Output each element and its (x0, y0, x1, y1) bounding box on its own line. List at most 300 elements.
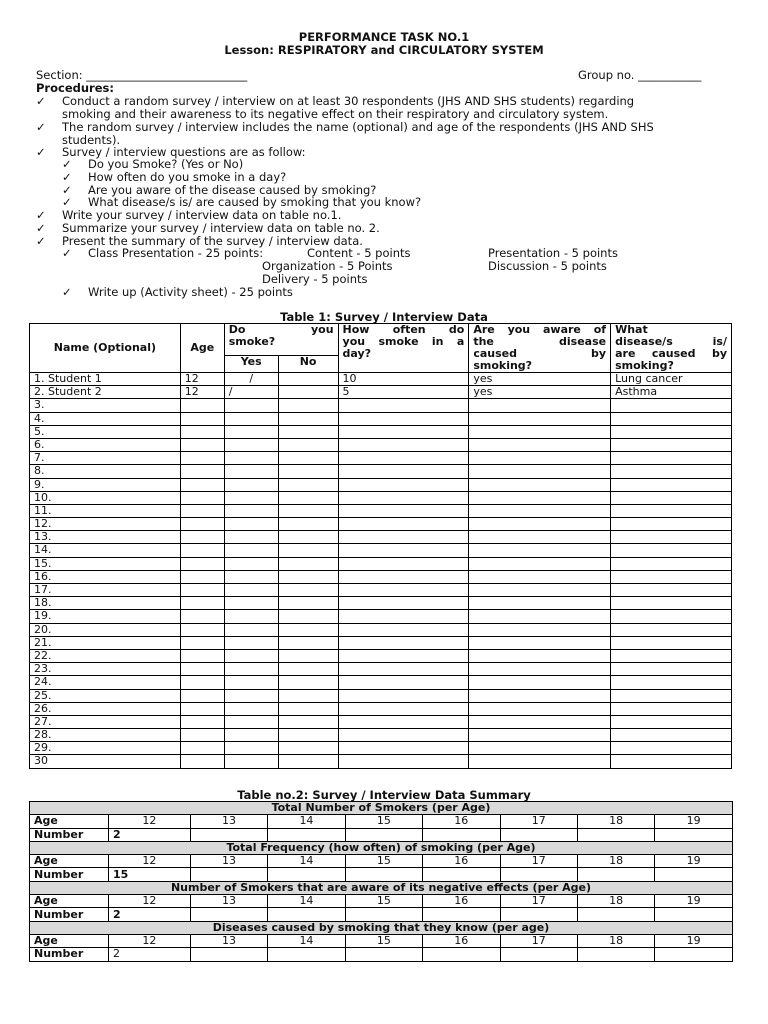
question-item-2: ✓ How often do you smoke in a day? (62, 170, 287, 184)
question-item-4: ✓ What disease/s is/ are caused by smoking that you know? (62, 195, 422, 209)
section-field: Section: ____________________________ (36, 68, 248, 82)
table-row (30, 597, 732, 610)
age-value: 19 (655, 815, 733, 828)
cell-disease (611, 742, 732, 755)
age-value: 19 (655, 934, 733, 947)
number-value (345, 828, 422, 841)
cell-no (278, 663, 338, 676)
lesson-title: Lesson: RESPIRATORY and CIRCULATORY SYSTEM (224, 43, 544, 57)
number-value (500, 868, 577, 881)
cell-disease (611, 715, 732, 728)
cell-age (180, 557, 224, 570)
cell-no (278, 504, 338, 517)
cell-name: 20. (30, 623, 181, 636)
age-value: 14 (268, 815, 345, 828)
header-aware: Are you aware of the disease caused by smoking? (469, 324, 611, 373)
cell-often: 5 (338, 386, 469, 399)
cell-aware (469, 623, 611, 636)
cell-name: 29. (30, 742, 181, 755)
cell-no (278, 373, 338, 386)
question-item-3: ✓ Are you aware of the disease caused by smoking? (62, 183, 377, 197)
cell-often (338, 465, 469, 478)
table-row (30, 504, 732, 517)
cell-aware (469, 478, 611, 491)
cell-name: 6. (30, 438, 181, 451)
survey-data-table (29, 323, 732, 769)
table-row (30, 373, 732, 386)
cell-often (338, 412, 469, 425)
table2-caption: Table no.2: Survey / Interview Data Summary (237, 788, 531, 802)
class-presentation-item: ✓ Class Presentation - 25 points: (62, 246, 264, 260)
cell-name: 8. (30, 465, 181, 478)
table-row (30, 386, 732, 399)
cell-age (180, 584, 224, 597)
cell-age (180, 715, 224, 728)
age-value: 12 (109, 815, 191, 828)
cell-yes (224, 557, 278, 570)
cell-yes (224, 755, 278, 768)
cell-aware (469, 438, 611, 451)
cell-yes (224, 663, 278, 676)
cell-disease (611, 649, 732, 662)
cell-name: 28. (30, 729, 181, 742)
rubric-presentation: Presentation - 5 points (488, 246, 618, 260)
procedure-item-2: ✓ The random survey / interview includes the name (optional) and age of the respondents (JHS AND SHS (36, 120, 654, 134)
procedure-item-2-cont: students). (62, 133, 121, 147)
age-value: 12 (109, 855, 191, 868)
cell-disease (611, 518, 732, 531)
cell-aware (469, 755, 611, 768)
cell-name: 24. (30, 676, 181, 689)
cell-aware (469, 399, 611, 412)
cell-yes (224, 729, 278, 742)
cell-name: 3. (30, 399, 181, 412)
number-value (423, 868, 500, 881)
table-row (30, 676, 732, 689)
cell-no (278, 755, 338, 768)
section-title: Number of Smokers that are aware of its negative effects (per Age) (30, 881, 733, 894)
cell-no (278, 412, 338, 425)
cell-age (180, 610, 224, 623)
age-row (30, 815, 733, 828)
table-row (30, 715, 732, 728)
cell-often (338, 702, 469, 715)
cell-yes (224, 597, 278, 610)
cell-often (338, 491, 469, 504)
number-value (577, 828, 654, 841)
cell-name: 2. Student 2 (30, 386, 181, 399)
cell-age (180, 702, 224, 715)
cell-yes (224, 491, 278, 504)
cell-disease (611, 465, 732, 478)
cell-often (338, 649, 469, 662)
cell-often (338, 544, 469, 557)
cell-no (278, 425, 338, 438)
cell-no (278, 702, 338, 715)
survey-table-body (30, 373, 732, 769)
rubric-delivery: Delivery - 5 points (262, 272, 368, 286)
table-row (30, 452, 732, 465)
age-label: Age (30, 934, 109, 947)
cell-disease (611, 570, 732, 583)
cell-yes (224, 715, 278, 728)
cell-often (338, 557, 469, 570)
cell-disease (611, 438, 732, 451)
age-value: 16 (423, 815, 500, 828)
cell-name: 26. (30, 702, 181, 715)
cell-age (180, 729, 224, 742)
cell-aware (469, 649, 611, 662)
cell-name: 12. (30, 518, 181, 531)
table1-caption: Table 1: Survey / Interview Data (280, 310, 488, 324)
cell-yes (224, 438, 278, 451)
cell-age (180, 531, 224, 544)
cell-aware (469, 597, 611, 610)
cell-yes (224, 702, 278, 715)
cell-name: 27. (30, 715, 181, 728)
age-value: 17 (500, 855, 577, 868)
cell-often (338, 504, 469, 517)
cell-name: 21. (30, 636, 181, 649)
age-value: 13 (190, 895, 267, 908)
cell-aware (469, 465, 611, 478)
table-row (30, 531, 732, 544)
cell-aware (469, 742, 611, 755)
cell-often (338, 610, 469, 623)
number-label: Number (30, 868, 109, 881)
cell-often (338, 518, 469, 531)
number-value (190, 948, 267, 961)
table-row (30, 399, 732, 412)
cell-no (278, 570, 338, 583)
cell-aware (469, 715, 611, 728)
cell-often (338, 755, 469, 768)
cell-disease (611, 452, 732, 465)
cell-aware (469, 676, 611, 689)
age-value: 17 (500, 934, 577, 947)
cell-aware (469, 412, 611, 425)
cell-no (278, 518, 338, 531)
number-value (268, 908, 345, 921)
number-value: 2 (109, 828, 191, 841)
cell-disease (611, 584, 732, 597)
cell-yes (224, 623, 278, 636)
cell-no (278, 636, 338, 649)
cell-disease (611, 557, 732, 570)
number-value (423, 908, 500, 921)
summary-section-header (30, 921, 733, 934)
cell-no (278, 544, 338, 557)
cell-name: 15. (30, 557, 181, 570)
summary-table (29, 801, 733, 962)
cell-disease (611, 729, 732, 742)
age-value: 17 (500, 815, 577, 828)
header-age: Age (180, 324, 224, 373)
table-row (30, 518, 732, 531)
cell-aware (469, 504, 611, 517)
age-row (30, 934, 733, 947)
table-row (30, 689, 732, 702)
header-name: Name (Optional) (30, 324, 181, 373)
cell-yes (224, 412, 278, 425)
procedure-item-1-cont: smoking and their awareness to its negative effect on their respiratory and circulatory system. (62, 107, 609, 121)
check-icon: ✓ (62, 183, 72, 197)
number-value (190, 828, 267, 841)
cell-often (338, 636, 469, 649)
cell-often (338, 438, 469, 451)
number-value (345, 948, 422, 961)
number-row (30, 868, 733, 881)
number-value (655, 828, 733, 841)
table-row (30, 729, 732, 742)
cell-disease (611, 755, 732, 768)
cell-yes (224, 452, 278, 465)
age-value: 19 (655, 895, 733, 908)
cell-age (180, 597, 224, 610)
cell-name: 14. (30, 544, 181, 557)
cell-no (278, 729, 338, 742)
age-value: 14 (268, 934, 345, 947)
cell-aware (469, 544, 611, 557)
age-value: 18 (577, 895, 654, 908)
table-row (30, 742, 732, 755)
check-icon: ✓ (36, 94, 46, 108)
cell-age (180, 636, 224, 649)
cell-age (180, 623, 224, 636)
cell-name: 13. (30, 531, 181, 544)
cell-disease (611, 412, 732, 425)
cell-often: 10 (338, 373, 469, 386)
cell-yes (224, 636, 278, 649)
cell-yes (224, 504, 278, 517)
cell-no (278, 623, 338, 636)
summary-section-header (30, 841, 733, 854)
cell-no (278, 689, 338, 702)
cell-name: 18. (30, 597, 181, 610)
cell-disease (611, 399, 732, 412)
table-row (30, 584, 732, 597)
age-value: 13 (190, 855, 267, 868)
check-icon: ✓ (36, 208, 46, 222)
age-value: 12 (109, 934, 191, 947)
cell-aware (469, 531, 611, 544)
number-label: Number (30, 828, 109, 841)
cell-no (278, 399, 338, 412)
cell-no (278, 386, 338, 399)
cell-aware (469, 610, 611, 623)
section-title: Diseases caused by smoking that they know (per age) (30, 921, 733, 934)
cell-disease (611, 610, 732, 623)
cell-aware (469, 702, 611, 715)
number-value (423, 828, 500, 841)
cell-age (180, 544, 224, 557)
section-title: Total Frequency (how often) of smoking (per Age) (30, 841, 733, 854)
cell-age (180, 518, 224, 531)
cell-name: 16. (30, 570, 181, 583)
number-label: Number (30, 908, 109, 921)
number-value (423, 948, 500, 961)
procedure-item-1: ✓ Conduct a random survey / interview on at least 30 respondents (JHS AND SHS students) regarding (36, 94, 635, 108)
rubric-discussion: Discussion - 5 points (488, 259, 607, 273)
age-label: Age (30, 895, 109, 908)
header-how-often: How often do you smoke in a day? (338, 324, 469, 373)
table-row (30, 663, 732, 676)
cell-disease (611, 689, 732, 702)
cell-no (278, 478, 338, 491)
number-value (268, 948, 345, 961)
cell-often (338, 715, 469, 728)
page-title: PERFORMANCE TASK NO.1 (298, 30, 470, 44)
cell-yes (224, 399, 278, 412)
age-label: Age (30, 855, 109, 868)
cell-name: 4. (30, 412, 181, 425)
cell-no (278, 597, 338, 610)
cell-age (180, 425, 224, 438)
cell-often (338, 689, 469, 702)
cell-disease (611, 597, 732, 610)
table-row (30, 557, 732, 570)
cell-no (278, 452, 338, 465)
cell-name: 22. (30, 649, 181, 662)
table-row (30, 412, 732, 425)
cell-often (338, 478, 469, 491)
age-value: 18 (577, 934, 654, 947)
cell-often (338, 531, 469, 544)
age-label: Age (30, 815, 109, 828)
age-value: 16 (423, 895, 500, 908)
cell-aware: yes (469, 386, 611, 399)
cell-aware (469, 452, 611, 465)
cell-often (338, 676, 469, 689)
check-icon: ✓ (36, 145, 46, 159)
cell-no (278, 610, 338, 623)
cell-aware: yes (469, 373, 611, 386)
cell-yes (224, 531, 278, 544)
table-row (30, 425, 732, 438)
cell-disease: Lung cancer (611, 373, 732, 386)
cell-yes: / (224, 373, 278, 386)
number-value (190, 908, 267, 921)
cell-age (180, 649, 224, 662)
number-value (268, 828, 345, 841)
age-value: 13 (190, 815, 267, 828)
cell-disease (611, 636, 732, 649)
age-value: 15 (345, 855, 422, 868)
header-smoke: Do you smoke? (224, 324, 338, 356)
procedures-heading: Procedures: (36, 81, 114, 95)
check-icon: ✓ (62, 170, 72, 184)
age-value: 17 (500, 895, 577, 908)
cell-yes: / (224, 386, 278, 399)
cell-often (338, 584, 469, 597)
age-value: 16 (423, 855, 500, 868)
age-value: 13 (190, 934, 267, 947)
cell-name: 1. Student 1 (30, 373, 181, 386)
cell-no (278, 531, 338, 544)
table-row (30, 702, 732, 715)
cell-disease (611, 478, 732, 491)
rubric-organization: Organization - 5 Points (262, 259, 393, 273)
number-value: 2 (109, 948, 191, 961)
cell-disease (611, 676, 732, 689)
cell-disease (611, 663, 732, 676)
number-row (30, 908, 733, 921)
cell-aware (469, 729, 611, 742)
cell-name: 7. (30, 452, 181, 465)
cell-disease (611, 544, 732, 557)
age-value: 16 (423, 934, 500, 947)
number-value (577, 908, 654, 921)
cell-age (180, 452, 224, 465)
cell-age (180, 491, 224, 504)
cell-yes (224, 649, 278, 662)
number-value (500, 828, 577, 841)
number-value (500, 908, 577, 921)
cell-age (180, 412, 224, 425)
cell-often (338, 570, 469, 583)
rubric-content: Content - 5 points (307, 246, 411, 260)
cell-often (338, 623, 469, 636)
age-row (30, 895, 733, 908)
cell-age (180, 663, 224, 676)
number-value (655, 908, 733, 921)
cell-age (180, 676, 224, 689)
cell-yes (224, 425, 278, 438)
cell-disease (611, 531, 732, 544)
cell-yes (224, 544, 278, 557)
age-row (30, 855, 733, 868)
cell-often (338, 597, 469, 610)
cell-age (180, 478, 224, 491)
check-icon: ✓ (62, 246, 72, 260)
age-value: 14 (268, 895, 345, 908)
cell-yes (224, 518, 278, 531)
cell-yes (224, 465, 278, 478)
check-icon: ✓ (62, 285, 72, 299)
cell-disease: Asthma (611, 386, 732, 399)
section-title: Total Number of Smokers (per Age) (30, 802, 733, 815)
procedure-item-5: ✓ Summarize your survey / interview data on table no. 2. (36, 221, 380, 235)
cell-often (338, 742, 469, 755)
table-row (30, 755, 732, 768)
check-icon: ✓ (62, 195, 72, 209)
cell-disease (611, 425, 732, 438)
number-value (345, 908, 422, 921)
cell-often (338, 452, 469, 465)
procedure-item-6: ✓ Present the summary of the survey / interview data. (36, 234, 363, 248)
table-row (30, 649, 732, 662)
cell-aware (469, 636, 611, 649)
cell-name: 5. (30, 425, 181, 438)
age-value: 18 (577, 855, 654, 868)
cell-name: 23. (30, 663, 181, 676)
cell-name: 30 (30, 755, 181, 768)
cell-often (338, 729, 469, 742)
number-label: Number (30, 948, 109, 961)
table-row (30, 478, 732, 491)
cell-no (278, 649, 338, 662)
cell-age (180, 438, 224, 451)
table-row (30, 438, 732, 451)
cell-no (278, 742, 338, 755)
cell-no (278, 438, 338, 451)
header-yes: Yes (224, 356, 278, 373)
cell-age: 12 (180, 373, 224, 386)
check-icon: ✓ (36, 221, 46, 235)
number-value (500, 948, 577, 961)
number-value (345, 868, 422, 881)
cell-often (338, 399, 469, 412)
